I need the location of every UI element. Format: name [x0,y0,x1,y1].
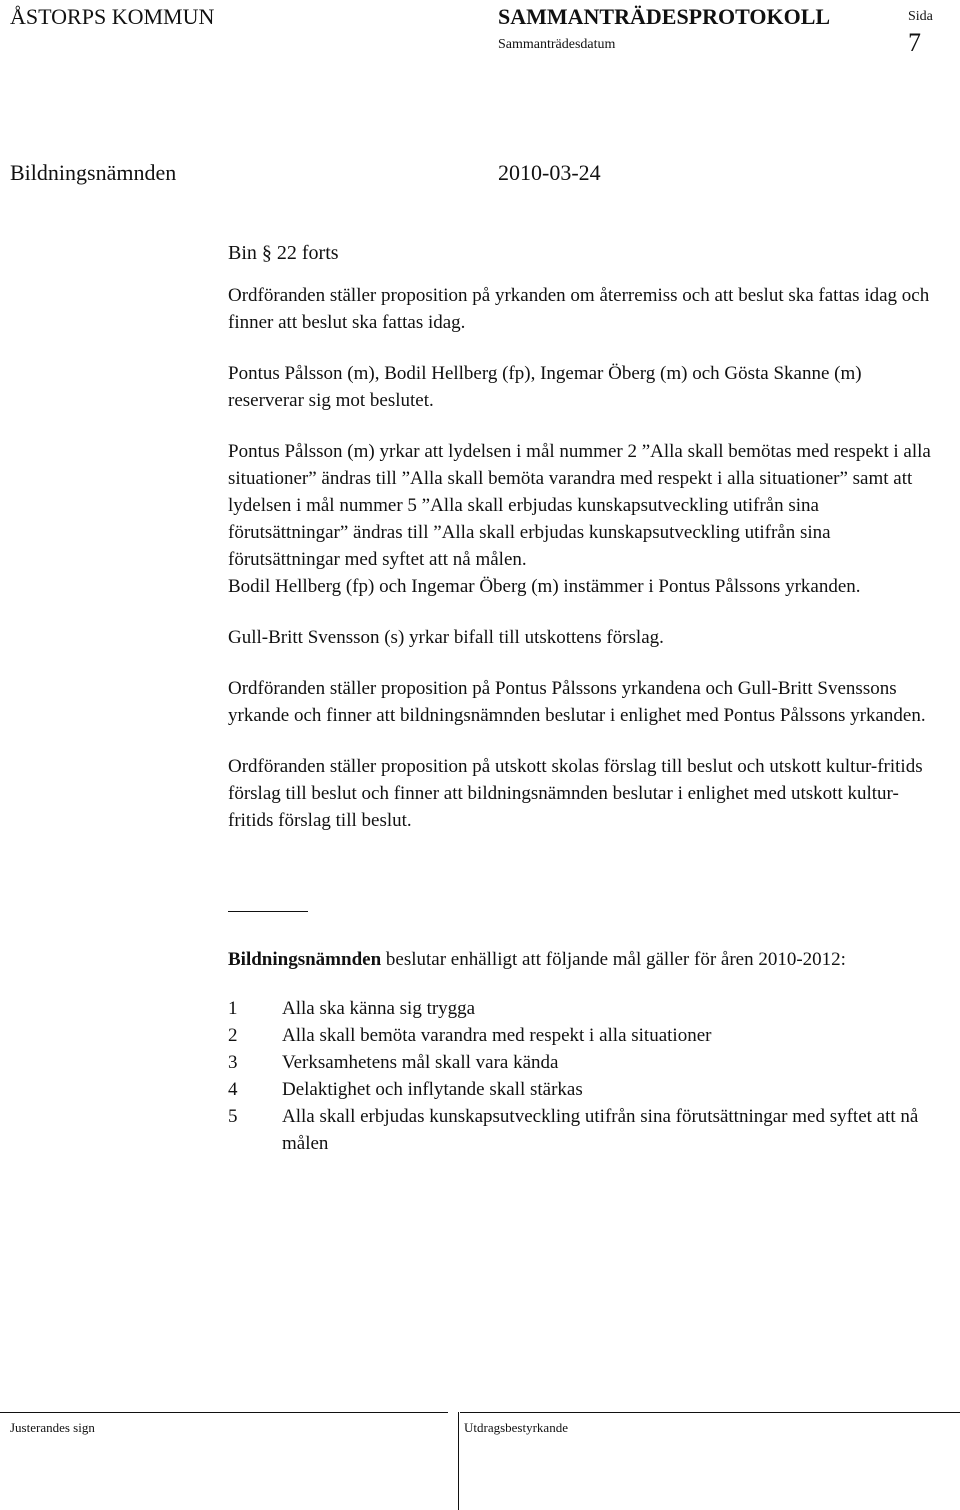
section-separator [228,911,308,912]
goal-number: 3 [228,1052,238,1073]
footer-rule-right [460,1412,960,1413]
municipality-name: ÅSTORPS KOMMUN [10,4,215,29]
goal-number: 4 [228,1079,238,1100]
paragraph-motion: Pontus Pålsson (m) yrkar att lydelsen i mål nummer 2 ”Alla skall bemötas med respekt i alla situationer” ändras till ”Alla skall bemöta varandra med respekt i alla situationer” samt att lydelsen i mål nummer 5 ”Alla skall erbjudas kunskapsutveckling utifrån sina förutsättningar” ändras till ”Alla skall erbjudas kunskapsutveckling utifrån sina förutsättningar med syftet att nå målen. [228,441,931,570]
paragraph-proposition-committees: Ordföranden ställer proposition på utskott skolas förslag till beslut och utskott kultur-fritids förslag till beslut och finner att bildningsnämnden beslutar i enlighet med utskott kultur-fritids förslag till beslut. [228,756,923,831]
decision-statement [228,946,940,973]
page-label: Sida [908,9,933,24]
paragraph-approval-motion: Gull-Britt Svensson (s) yrkar bifall till utskottens förslag. [228,627,664,648]
protocol-title: SAMMANTRÄDESPROTOKOLL [498,4,831,29]
goal-number: 1 [228,998,238,1019]
protocol-body [228,240,940,1157]
meeting-date: 2010-03-24 [498,160,601,185]
list-item [228,995,940,1022]
paragraph-reservation: Pontus Pålsson (m), Bodil Hellberg (fp), Ingemar Öberg (m) och Gösta Skanne (m) reserverar sig mot beslutet. [228,363,862,411]
extract-certification-label: Utdragsbestyrkande [464,1420,568,1435]
list-item [228,1049,940,1076]
paragraph-concurrence: Bodil Hellberg (fp) och Ingemar Öberg (m) instämmer i Pontus Pålssons yrkanden. [228,576,861,597]
goal-text: Alla skall bemöta varandra med respekt i alla situationer [282,1025,712,1046]
list-item [228,1022,940,1049]
decision-text: beslutar enhälligt att följande mål gäller för åren 2010-2012: [385,949,846,970]
footer-divider [458,1412,459,1510]
paragraph-proposition-motions: Ordföranden ställer proposition på Pontus Pålssons yrkandena och Gull-Britt Svenssons yrkande och finner att bildningsnämnden beslutar i enlighet med Pontus Pålssons yrkanden. [228,678,926,726]
goal-text: Alla ska känna sig trygga [282,998,476,1019]
goals-list [228,995,940,1157]
meeting-date-label: Sammanträdesdatum [498,37,616,52]
footer-rule-left [0,1412,448,1413]
goal-text: Delaktighet och inflytande skall stärkas [282,1079,583,1100]
board-name: Bildningsnämnden [10,160,177,185]
section-reference: Bin § 22 forts [228,242,339,264]
goal-number: 2 [228,1025,238,1046]
decision-subject: Bildningsnämnden [228,949,382,970]
paragraph-proposition-remiss: Ordföranden ställer proposition på yrkanden om återremiss och att beslut ska fattas idag och finner att beslut ska fattas idag. [228,285,930,333]
goal-number: 5 [228,1106,238,1127]
goal-text: Verksamhetens mål skall vara kända [282,1052,559,1073]
list-item [228,1103,940,1157]
signature-label: Justerandes sign [10,1420,95,1435]
goal-text: Alla skall erbjudas kunskapsutveckling utifrån sina förutsättningar med syftet att nå målen [282,1106,919,1154]
page-number: 7 [908,28,921,57]
list-item [228,1076,940,1103]
